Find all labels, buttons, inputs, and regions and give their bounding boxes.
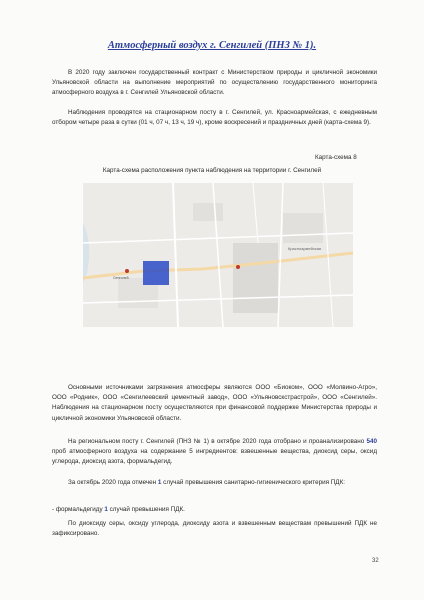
location-pin-icon: [236, 265, 240, 269]
map-graphic: [83, 183, 353, 327]
page-title: Атмосферный воздух г. Сенгилей (ПНЗ № 1).: [107, 40, 317, 51]
map-street-label: Красноармейская: [288, 246, 322, 251]
map-label: Карта-схема 8: [315, 154, 357, 161]
bullet-formaldehyde: - формальдегиду 1 случай превышения ПДК.: [52, 506, 185, 513]
paragraph-observations: Наблюдения проводятся на стационарном посту в г. Сенгилей, ул. Красноармейская, с ежедневным отбором четыре раза в сутки (01 ч, 07 ч, 13 ч, 19 ч), кроме воскресений и праздничных дней (карта-схема 9).: [52, 109, 377, 127]
page-number: 32: [372, 558, 379, 564]
map-town-label: Сенгилей: [113, 276, 129, 280]
station-marker: [143, 261, 169, 285]
location-map: [83, 183, 353, 327]
paragraph-exceedances: За октябрь 2020 года отмечен 1 случай превышения санитарно-гигиенического критерия ПДК:: [68, 479, 345, 486]
location-pin-icon: [125, 269, 129, 273]
paragraph-samples: На региональном посту г. Сенгилей (ПНЗ № 1) в октябре 2020 года отобрано и проанализировано 540 проб атмосферного воздуха на содержание 5 ингредиентов: взвешенные вещества, диоксид серы, оксид углерода, диоксид азота, формальдегид.: [52, 438, 377, 466]
map-caption: Карта-схема расположения пункта наблюдения на территории г. Сенгилей: [102, 167, 322, 174]
paragraph-contract: В 2020 году заключен государственный контракт с Министерством природы и цикличной экономики Ульяновской области на выполнение мероприятий по осуществлению государственного мониторинга атмосферного воздуха в г. Сенгилей Ульяновской области.: [52, 69, 377, 97]
paragraph-sources: Основными источниками загрязнения атмосферы являются ООО «Биоком», ООО «Молвино-Агро», ООО «Родник», ООО «Сенгилеевский цементный завод», ООО «Ульяновскстрастрой», ООО «Сенгилей». Наблюдения на стационарном посту осуществляются при финансовой поддержке Министерства природы и цикличной экономики Ульяновской области.: [52, 384, 377, 422]
paragraph-no-exceedances: По диоксиду серы, оксиду углерода, диоксиду азота и взвешенным веществам превышений ПДК не зафиксировано.: [52, 520, 377, 538]
